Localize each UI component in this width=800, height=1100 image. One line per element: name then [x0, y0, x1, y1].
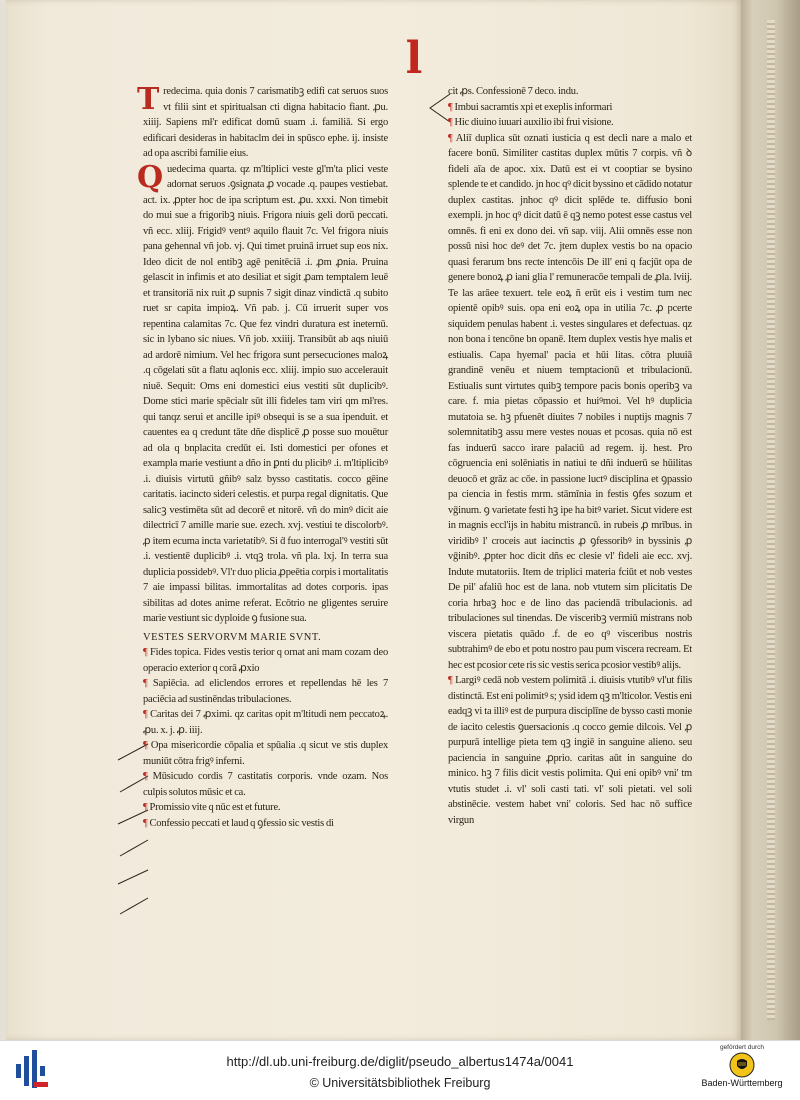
sponsor-label: gefördert durch [719, 1044, 765, 1051]
list-item-text: Caritas dei 7 ꝓximi. qz caritas opit m'ltitudi nem peccatoꝝ. ꝓu. x. j. ꝓ. iiij. [143, 709, 388, 736]
text-paragraph [448, 131, 692, 674]
list-item [143, 676, 388, 707]
list-item [448, 100, 692, 116]
list-item [143, 816, 388, 832]
left-text-column [137, 82, 388, 831]
section-heading: VESTES SERVORVM MARIE SVNT. [143, 631, 322, 643]
text-paragraph: cit ꝓs. Confessionē 7 deco. indu. [448, 86, 579, 97]
pilcrow-icon: ¶ [448, 675, 456, 686]
adjacent-page-edge [741, 0, 800, 1040]
pilcrow-icon: ¶ [448, 132, 456, 144]
list-item [143, 707, 388, 738]
pilcrow-icon: ¶ [143, 771, 153, 782]
permalink-url[interactable]: http://dl.ub.uni-freiburg.de/diglit/pseudo_albertus1474a/0041 [226, 1054, 574, 1069]
sponsor-name: Baden-Württemberg [701, 1078, 783, 1088]
sponsor-badge [692, 1044, 792, 1098]
pilcrow-icon: ¶ [448, 101, 455, 113]
paragraph-text: uedecima quarta. qz m'ltiplici veste gl'm'ta plici veste adornat seruos .ꝯsignata ꝓ vocade .q. paupes vestiebat. act. ix. ꝓpter hoc de ipa scriptum est. ꝓu. xxxi. Non timebit do mui sue a frigoribꝫ niuis. Frigora niuis geli dorū peccati. vñ ecc. xliij. Frigidꝰ ventꝰ aquilo flauit 7c. Vel frigora niuis pana gehennal vñ job. vj. Qui timet pruinā irruet sup eos nix. Ideo dicit de nol entibꝫ agē penitēciā .i. ꝓm ꝓnia. Pruina gelascit in infimis et ato desiliat et sigit ꝓam temptalem leuē et transitoriā nix ruit ꝓ supnis 7 sigit dinaz vindictā .q subito ruet sr capita impioꝝ. Vñ pab. j. Cū irruerit super vos repentina calamitas 7c. Que fez vindri duratura est ineternū. sic in lybano sic niues. Vñ job. xxiiij. Transibūt ab aqs niuiū ad ardorē nimium. Vel hec frigora sunt persecuciones maloꝝ .q cōgelati sūt a flatu aqlonis ecc. xliij. impio suo accelerauit niuē. Sequit: Oms eni domestici eius vestiti sūt duplicibꝰ. Dome stici marie spēcialr sūt illi fideles tam viri qm mł'res. qui tanqz serui et ancille ipiꝰ obsequi is se a sua ipenduit. et cauentes ea q credunt tāte dñe displicē ꝓ posse suo mouētur ad ola q bnplacita credūt ei. Isti domestici per ofones et exampla marie vestiunt a dño in ꝑnti du plicibꝰ .i. m'ltiplicibꝰ .i. diuisis virtutū gñibꝰ salz bysso castitatis. cocco gēine caritatis. iacincto sideri celestis. et purpa regal dignitatis. Que salicꝫ vestimēta sūt ad decorē et nitorē. vñ do minꝰ dicit aie dilectricī 7 amille marie sue. ezech. xvj. vestiui te discolorbꝰ. ꝓ item ecuma incta varietatibꝰ. Si ḋ fuo interrogal'ꝰ vestiti sūt .i. vestientē duplicibꝰ .i. vtqꝫ trola. vñ pla. lxj. In terra sua duplicia possidebꝰ. Vl'r duo plicia ꝓpeētia corpis i mortalitatis 7 aie impassi bilitas. immortalitas ad dotes corporis. ipas sibilitas ad dotes anime referat. Ecōtrio ne gligentes seruire marie vestiunt sic dyploide ꝯ fusione sua. [143, 163, 388, 624]
list-item [143, 645, 388, 676]
copyright-notice: © Universitätsbibliothek Freiburg [309, 1076, 491, 1090]
list-item [448, 115, 692, 131]
baden-wuerttemberg-crest-icon [729, 1052, 755, 1078]
folio-mark: l [405, 33, 423, 84]
paragraph-text: Largiꝰ cedā nob vestem polimitā .i. diuisis vtutibꝰ vl'ut filis distinctā. Est eni polimitꝰ s; ysid idem qꝫ m'lticolor. Vestis eni eadqꝫ vi ta illiꝰ est de purpura disciplīne de bysso casti monie de iacito celestis ꝯuersacionis .q cocco gemie dilcois. Vel ꝓ purpurā intellige pieta tem qꝫ ingiē in sanguine alieno. seu paciencia in sanguine ꝓprio. caritas aūt in sanguine do minico. hꝫ 7 filis dicit vestis polimita. Qui eni opibꝰ vni' tm vtutis studet .i. vl' soli casti tati. vl' soli pietati. vel soli abstinēcie. vestem habet vni' coloris. Sed hac nō suffice virgun [448, 675, 693, 826]
list-item [143, 738, 388, 769]
right-text-column [448, 84, 692, 828]
list-item [143, 769, 388, 800]
list-item-text: Sapiēcia. ad eliclendos errores et repellendas hē les 7 paciēcia ad sustinēndas tribulaciones. [143, 678, 388, 705]
paragraph-text: Aliī duplica sūt oznati iusticia q est decli nare a malo et facere bonū. Similiter castitas duplex mūtis 7 corpis. vñ ꝺ fideli aīa de apoc. xix. Datū est ei vt cooptiar se bysino splende te et candido. jn hoc qꝰ dicit byssino et cādido notatur duplex castitas. jnhoc qꝰ dicit splēde te. diffusio boni exempli. jn hoc qꝰ dicit datū ē qꝫ nemo potest esse castus vel omnēs. fi eni ex dono dei. vñ sap. viij. Alii omnēs esse non possū nisi hoc deꝰ det 7c. jtem duplex vestis bo na opacio quasi ferarum bns recte intencōis De ill' eni q facjūt opa de genere bonoꝝ ꝓ iani glia l' remuneracōe tempali de ꝓla. lviij. Te las arāee texuert. tele eoꝝ ñ erūt eis i vestim tum nec opientē opibꝰ suis. opa eni eoꝝ opa in utilia 7c. ꝓ pcerte siquidem penulas habent .i. vestes singulares et defectuas. qz non bona i tencōne bn opanē. Item duplex vestis hye malis et estiualis. Capa hyemal' pacia et hūi litas. cōtra pluuiā grandinē venēu et niuem temptacionū et tribulacionū. Estiualis sunt virtutes quibꝫ tempore pacis bonis operibꝫ va care. f. mia pietas cōpassio et huiꝰmoi. Vel hꝰ duplicia mutatoia se. hꝫ pfuenēt diuites 7 nobiles i nuptijs magnis 7 solemnitatibꝫ assu mere vestes nouas et pcosas. quia nō est fas induerū sacco irare palaciū ad regem. ij. hest. Pro cōgruencia eni solēniatis in natiui te dñi induerū se hūilitas deuocō et grāz ac cōe. in passione luctꝰ disciplina et ꝯpassio pa ciencia in festis mrm. stāmīnia in festis ꝯfes sozum et vḡinum. ꝯ varietate festi hꝫ ipe ha bitꝰ variet. Sicut videre est in magnis eccl'ijs in habitu mistrancū. in rubeis ꝓ mrībus. in viridibꝰ l' croceis aut iacinctis ꝓ ꝯfessoribꝰ in byssinis ꝓ vḡinibꝰ. ꝓpter hoc dicit dñs ec clesie vl' fideli aie ecc. xvj. Indute mutatoriis. Item de triplici materia fciūt et nob vestes De pil' afaliū hoc est de lana. nob vtutem sim plicitatis De coria hrbaꝫ hoc e de lino das paciendā tribulacionis. ad tribulaciones sul tinendas. De visceribꝫ vermiū mistrans nob viscera pietatis quādo .f. de eo qꝰ visceribus nostris subtrahimꝰ de ebo et potu nostro pau pum viscera recream. Et hec est pcosior cete ris sic vestis serica pcosior vestibꝰ alijs. [448, 132, 693, 671]
text-paragraph [448, 673, 692, 828]
viewer-footer [0, 1040, 800, 1100]
paragraph-text: redecima. quia donis 7 carismatibꝫ edifi cat seruos suos vt filii sint et spiritualsan cti digna habitacio fiant. ꝓu. xiiij. Sapiens mł'r edificat domū suam .i. familiā. Si ergo edificari desideras in habitaclm dei in spūsco ephe. ij. insiste ad opa ascribi familie eius. [143, 86, 388, 159]
manuscript-page [6, 0, 741, 1040]
list-item-text: Fides topica. Fides vestis terior q ornat ani mam cozam deo operacio exterior q corā ꝓxio [143, 647, 388, 674]
pilcrow-icon: ¶ [143, 678, 153, 689]
rubricated-initial: T [137, 82, 160, 117]
list-item-text: Confessio peccati et laud q ꝯfessio sic vestis di [149, 817, 334, 829]
pilcrow-icon: ¶ [143, 740, 151, 751]
list-item-text: Promissio vite q nūc est et future. [149, 802, 281, 813]
rubricated-initial: Q [137, 159, 163, 195]
text-paragraph [137, 159, 388, 627]
pilcrow-icon: ¶ [448, 117, 455, 128]
pilcrow-icon: ¶ [143, 817, 150, 829]
list-item-text: Mūsicudo cordis 7 castitatis corporis. vnde ozam. Nos culpis solutos mūsic et ca. [143, 771, 388, 798]
pilcrow-icon: ¶ [143, 802, 150, 813]
list-item-text: Opa misericordie cōpalia et spūalia .q sicut ve stis duplex muniūt cōtra frigꝰ inferni. [143, 740, 388, 767]
list-item [143, 800, 388, 816]
list-item-text: Imbui sacramtis xpi et exeplis informari [454, 101, 613, 113]
pilcrow-icon: ¶ [143, 709, 151, 720]
list-item-text: Hic diuino iuuari auxilio ibi frui visione. [454, 117, 614, 128]
text-paragraph [137, 82, 388, 162]
pilcrow-icon: ¶ [143, 647, 150, 658]
